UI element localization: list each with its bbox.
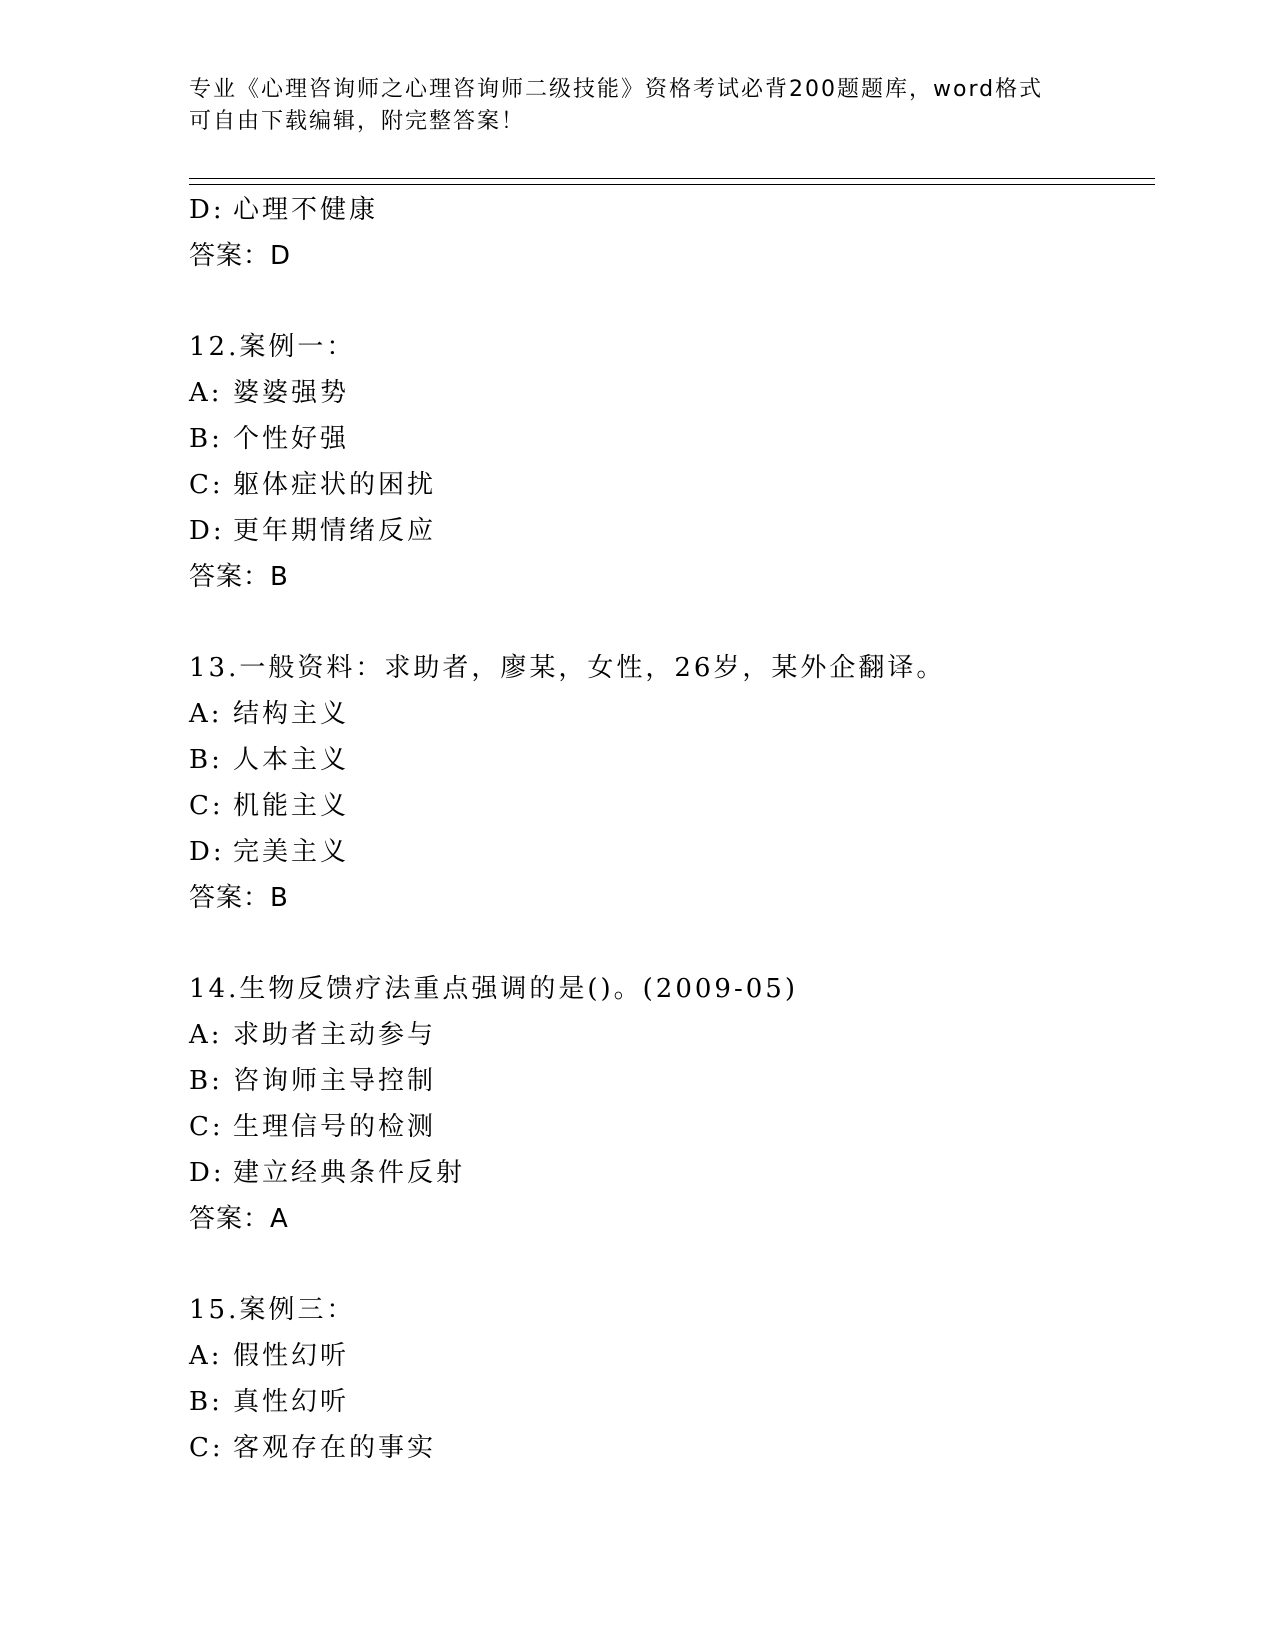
option-text: 真性幻听 [233,1387,350,1417]
option-text: 人本主义 [233,745,350,775]
question-title: 15.案例三： [189,1295,356,1325]
option-key: C: [189,1112,224,1142]
option-c [189,462,1149,508]
option-a [189,370,1149,416]
option-key: B: [189,745,223,775]
header-divider-bottom [189,184,1155,185]
option-key: D: [189,195,225,225]
option-text: 结构主义 [233,699,350,729]
question-title: 13.一般资料：求助者，廖某，女性，26岁，某外企翻译。 [189,653,946,683]
option-text: 求助者主动参与 [233,1020,437,1050]
answer-line: 答案：B [189,562,289,592]
option-a [189,1333,1149,1379]
option-key: A: [189,1020,223,1050]
option-key: C: [189,470,224,500]
document-header [189,74,1089,138]
option-key: C: [189,1433,224,1463]
option-key: D: [189,1158,225,1188]
option-text: 建立经典条件反射 [233,1158,466,1188]
option-key: A: [189,699,223,729]
option-key: C: [189,791,224,821]
option-text: 心理不健康 [233,195,379,225]
option-b [189,1058,1149,1104]
option-key: A: [189,1341,223,1371]
option-d [189,187,1149,233]
option-text: 机能主义 [233,791,350,821]
option-key: A: [189,378,223,408]
answer-line: 答案：D [189,241,292,271]
option-a [189,691,1149,737]
option-text: 客观存在的事实 [233,1433,437,1463]
option-text: 假性幻听 [233,1341,350,1371]
spacer [189,600,1149,645]
option-b [189,416,1149,462]
option-text: 婆婆强势 [233,378,350,408]
spacer [189,279,1149,324]
answer-line: 答案：A [189,1204,289,1234]
option-text: 咨询师主导控制 [233,1066,437,1096]
option-text: 生理信号的检测 [233,1112,437,1142]
option-d [189,829,1149,875]
question-title: 12.案例一： [189,332,356,362]
option-key: D: [189,837,225,867]
option-key: B: [189,424,223,454]
option-key: D: [189,516,225,546]
header-line-1: 专业《心理咨询师之心理咨询师二级技能》资格考试必背200题题库，word格式 [189,77,1044,102]
question-list [189,187,1149,1471]
spacer [189,921,1149,966]
header-line-2: 可自由下载编辑，附完整答案！ [189,109,526,134]
option-d [189,1150,1149,1196]
option-text: 完美主义 [233,837,350,867]
option-text: 更年期情绪反应 [233,516,437,546]
option-text: 个性好强 [233,424,350,454]
spacer [189,1242,1149,1287]
header-divider-top [189,178,1155,179]
option-a [189,1012,1149,1058]
option-b [189,737,1149,783]
option-key: B: [189,1066,223,1096]
option-key: B: [189,1387,223,1417]
answer-line: 答案：B [189,883,289,913]
option-c [189,783,1149,829]
option-d [189,508,1149,554]
question-title: 14.生物反馈疗法重点强调的是()。(2009-05) [189,974,798,1004]
option-text: 躯体症状的困扰 [233,470,437,500]
option-c [189,1425,1149,1471]
option-c [189,1104,1149,1150]
option-b [189,1379,1149,1425]
